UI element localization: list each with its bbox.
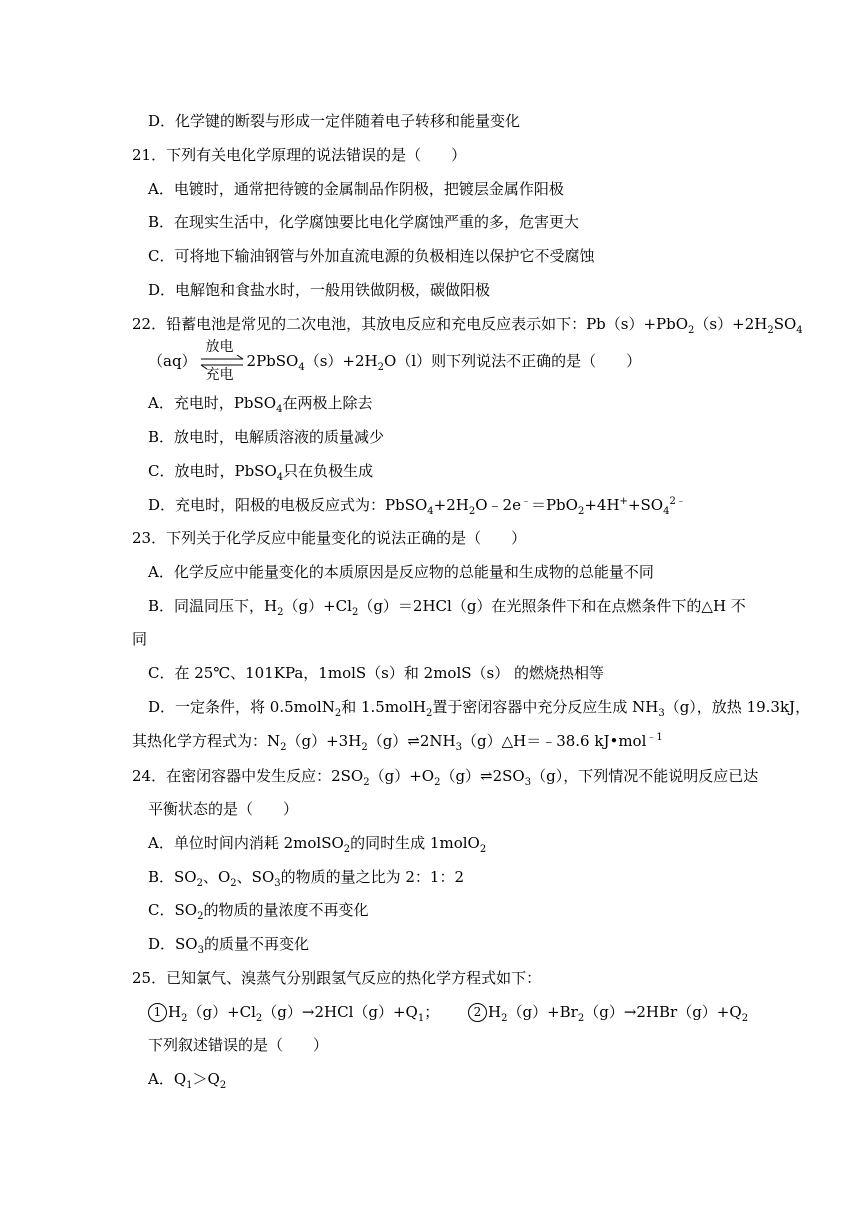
q25-equation-1: 1 $H_2(g)+Cl_2(g)\to 2HCl(g)+Q_1$；: [148, 1002, 439, 1022]
q24-option-b: B．$SO_2$、$O_2$、$SO_3$的物质的量之比为 2：1：2: [148, 868, 465, 889]
question-22-equation: （aq） 放电 充电 $2PbSO_4(s)+2H_2O(l)$则下列说法不正确的是（ ）: [148, 339, 642, 383]
question-23-stem: 23．下列关于化学反应中能量变化的说法正确的是（ ）: [132, 529, 527, 547]
q22-option-b: B．放电时，电解质溶液的质量减少: [148, 428, 385, 446]
circled-number-1: 1: [148, 1003, 167, 1022]
q21-option-d: D．电解饱和食盐水时，一般用铁做阴极，碳做阳极: [148, 281, 491, 299]
q20-option-d: D．化学键的断裂与形成一定伴随着电子转移和能量变化: [148, 112, 521, 130]
q25-option-a: A．$Q_1>Q_2$: [148, 1070, 227, 1091]
question-24-stem: 24．在密闭容器中发生反应：$2SO_2(g)+O_2(g)\rightleftharpoons 2SO_3(g)$，下列情况不能说明反应已达: [132, 767, 759, 788]
q24-option-c: C．$SO_2$的物质的量浓度不再变化: [148, 901, 369, 922]
q23-option-b-continued: 同: [132, 630, 148, 648]
q23-option-b: B．同温同压下，$H_2(g)+Cl_2(g)=2HCl(g)$在光照条件下和在点燃条件下的△H 不: [148, 597, 746, 618]
q21-option-c: C．可将地下输油钢管与外加直流电源的负极相连以保护它不受腐蚀: [148, 247, 595, 265]
q23-option-d: D．一定条件，将 0.5molN$_2$和 1.5molH$_2$置于密闭容器中充分反应生成 $NH_3(g)$，放热 19.3kJ，: [148, 698, 811, 719]
question-21-stem: 21．下列有关电化学原理的说法错误的是（ ）: [132, 146, 467, 164]
q22-option-a: A．充电时，PbSO$_4$在两极上除去: [148, 394, 373, 415]
q24-option-a: A．单位时间内消耗 2molSO$_2$的同时生成 1molO$_2$: [148, 834, 487, 855]
question-22-stem: 22．铅蓄电池是常见的二次电池，其放电反应和充电反应表示如下：$Pb(s)+PbO_2(s)+2H_2SO_4$: [132, 315, 803, 336]
q25-equation-2: 2 $H_2(g)+Br_2(g)\to 2HBr(g)+Q_2$: [468, 1002, 748, 1022]
q24-option-d: D．$SO_3$的质量不再变化: [148, 935, 309, 956]
q21-option-a: A．电镀时，通常把待镀的金属制品作阴极，把镀层金属作阳极: [148, 180, 564, 198]
q22-option-d: D．充电时，阳极的电极反应式为：$PbSO_4+2H_2O﹣2e^﹣=PbO_2+4H^++SO_4^{2﹣}$: [148, 496, 686, 517]
q23-option-c: C．在 25℃、101KPa，1molS（s）和 2molS（s） 的燃烧热相等: [148, 664, 604, 682]
q21-option-b: B．在现实生活中，化学腐蚀要比电化学腐蚀严重的多，危害更大: [148, 213, 580, 231]
circled-number-2: 2: [468, 1003, 487, 1022]
q23-option-a: A．化学反应中能量变化的本质原因是反应物的总能量和生成物的总能量不同: [148, 563, 654, 581]
q22-option-c: C．放电时，PbSO$_4$只在负极生成: [148, 462, 374, 483]
reversible-arrow-icon: 放电 充电: [199, 352, 245, 372]
question-24-stem-continued: 平衡状态的是（ ）: [148, 800, 299, 818]
question-25-stem: 25．已知氯气、溴蒸气分别跟氢气反应的热化学方程式如下：: [132, 969, 542, 987]
q25-question: 下列叙述错误的是（ ）: [148, 1036, 329, 1054]
q23-option-d-continued: 其热化学方程式为：$N_2(g)+3H_2(g)\rightleftharpoons 2NH_3(g)\triangle H=﹣38.6$ kJ•mol$^{﹣1}$: [132, 732, 663, 753]
